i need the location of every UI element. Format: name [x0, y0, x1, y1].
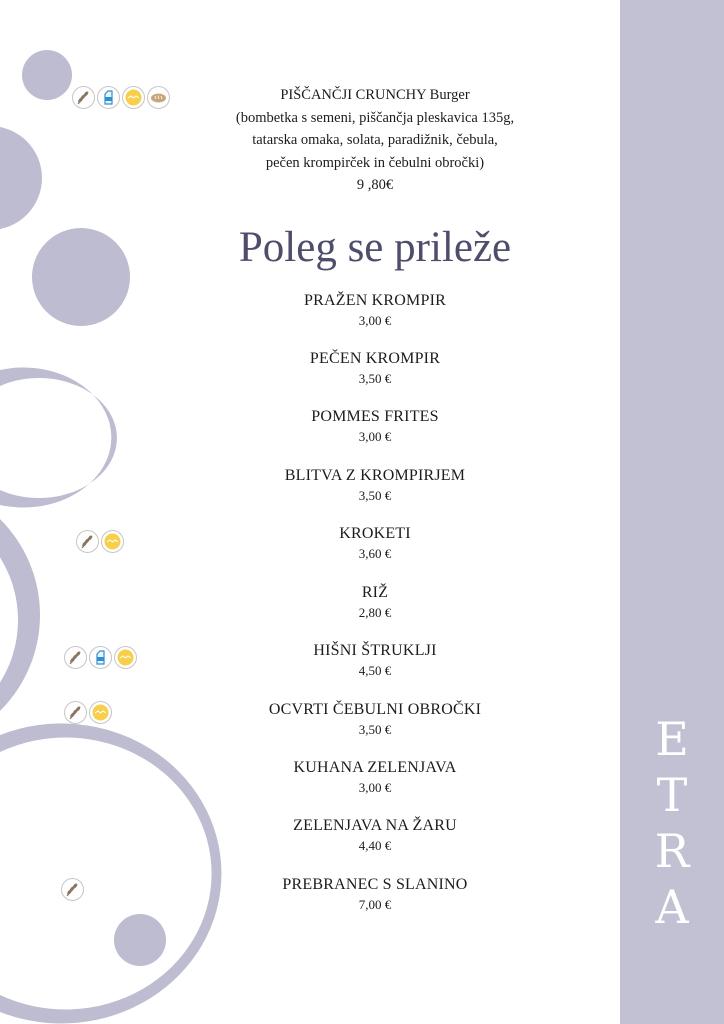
egg-icon [89, 701, 112, 724]
item-price: 3,50 € [358, 488, 392, 503]
allergen-icons [64, 701, 112, 724]
item-name: PEČEN KROMPIR [309, 350, 441, 367]
egg-icon [114, 646, 137, 669]
item-price: 3,00 € [358, 429, 392, 444]
allergen-icons [64, 646, 137, 669]
item-price: 3,50 € [358, 371, 392, 386]
item-name: HIŠNI ŠTRUKLJI [313, 642, 437, 659]
wheat-icon [61, 878, 84, 901]
item-price: 3,00 € [358, 313, 392, 328]
bread-icon [147, 86, 170, 109]
menu-item [190, 582, 560, 622]
wheat-icon [64, 646, 87, 669]
menu-item [190, 640, 560, 680]
egg-icon [122, 86, 145, 109]
item-price: 4,50 € [358, 663, 392, 678]
wheat-icon [72, 86, 95, 109]
item-price: 3,50 € [358, 722, 392, 737]
burger-name: PIŠČANČJI CRUNCHY Burger [280, 87, 470, 103]
wheat-icon [76, 530, 99, 553]
menu-item [190, 874, 560, 914]
item-name: POMMES FRITES [311, 408, 439, 425]
burger-description: tatarska omaka, solata, paradižnik, čebula, [252, 132, 498, 148]
allergen-icons [76, 530, 124, 553]
burger-description: (bombetka s semeni, piščančja pleskavica 135g, [235, 109, 515, 126]
item-name: PREBRANEC S SLANINO [282, 876, 468, 893]
menu-item [190, 406, 560, 446]
burger-price: 9 ,80€ [356, 177, 394, 193]
sidebar-letter: R [654, 824, 690, 878]
egg-icon [101, 530, 124, 553]
item-price: 7,00 € [358, 897, 392, 912]
menu-item [190, 290, 560, 330]
menu-item [190, 815, 560, 855]
section-heading: Poleg se priležе [238, 224, 512, 271]
item-name: ZELENJAVA NA ŽARU [293, 817, 457, 834]
menu-item [190, 757, 560, 797]
item-price: 3,00 € [358, 780, 392, 795]
allergen-icons [61, 878, 84, 901]
burger-description: pečen krompirček in čebulni obročki) [265, 154, 485, 171]
milk-icon [89, 646, 112, 669]
burger-item [190, 84, 560, 197]
sidebar-letter: E [655, 712, 689, 766]
sidebar-letter: T [656, 768, 688, 822]
menu-item [190, 348, 560, 388]
menu-item [190, 465, 560, 505]
sidebar-letter: A [655, 880, 689, 934]
item-name: PRAŽEN KROMPIR [304, 292, 446, 309]
item-name: KROKETI [339, 525, 411, 542]
milk-icon [97, 86, 120, 109]
item-name: RIŽ [361, 584, 389, 601]
item-price: 3,60 € [358, 546, 392, 561]
menu-item [190, 699, 560, 739]
item-name: BLITVA Z KROMPIRJEM [284, 467, 466, 484]
item-price: 4,40 € [358, 838, 392, 853]
menu-item [190, 523, 560, 563]
item-name: OCVRTI ČEBULNI OBROČKI [268, 701, 482, 718]
allergen-icons [72, 86, 170, 109]
wheat-icon [64, 701, 87, 724]
item-name: KUHANA ZELENJAVA [293, 759, 457, 776]
item-price: 2,80 € [358, 605, 392, 620]
